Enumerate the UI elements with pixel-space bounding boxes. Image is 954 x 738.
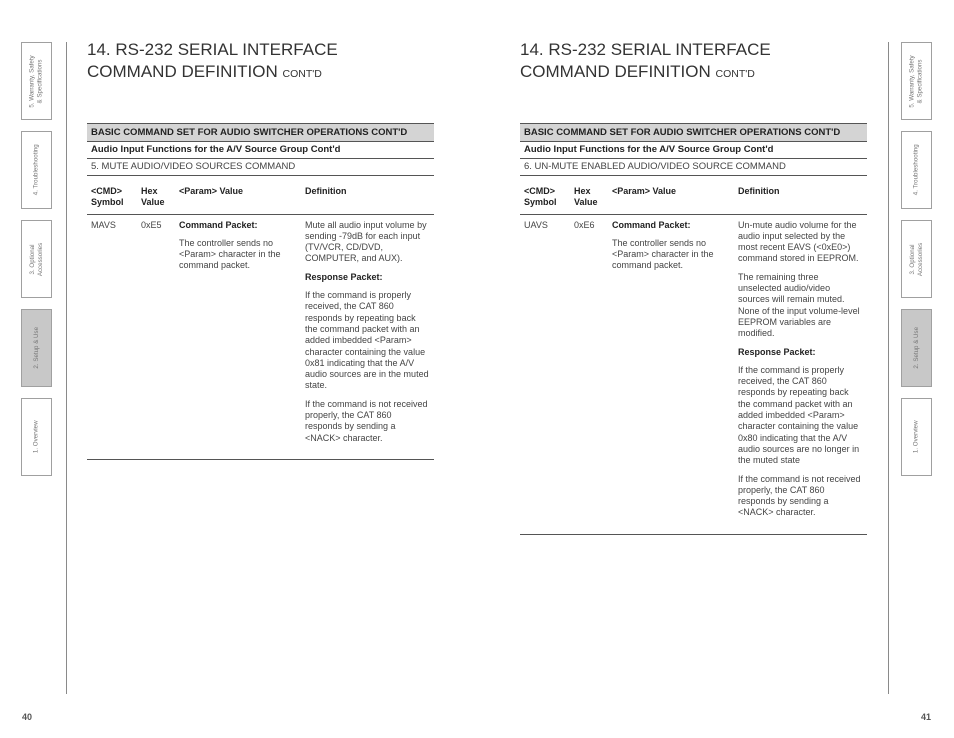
cell-symbol: MAVS [91,219,116,230]
col-definition: Definition [301,176,434,215]
tab-warranty[interactable]: 5. Warranty, Safety & Specifications [21,42,52,120]
cell-param: Command Packet: The controller sends no <Param> character in the command packet. [612,219,714,271]
tab-overview-right[interactable]: 1. Overview [901,398,932,476]
cell-param: Command Packet: The controller sends no <Param> character in the command packet. [179,219,281,271]
col-param-value: <Param> Value [175,176,301,215]
col-cmd-symbol: <CMD> Symbol [520,176,570,215]
group-header: Audio Input Functions for the A/V Source Group Cont'd [520,142,867,159]
tab-overview[interactable]: 1. Overview [21,398,52,476]
command-grid [520,176,867,535]
command-table-left [87,123,434,460]
cell-symbol: UAVS [524,219,548,230]
tab-accessories[interactable]: 3. Optional Accessories [21,220,52,298]
col-cmd-symbol: <CMD> Symbol [87,176,137,215]
col-hex-value: Hex Value [570,176,608,215]
tab-accessories-right[interactable]: 3. Optional Accessories [901,220,932,298]
left-margin-line [66,42,67,694]
table-header: BASIC COMMAND SET FOR AUDIO SWITCHER OPERATIONS CONT'D [87,123,434,142]
col-hex-value: Hex Value [137,176,175,215]
tab-setup-use-right[interactable]: 2. Setup & Use [901,309,932,387]
page-number-right: 41 [921,712,932,722]
tab-setup-use[interactable]: 2. Setup & Use [21,309,52,387]
tab-troubleshooting-right[interactable]: 4. Troubleshooting [901,131,932,209]
col-definition: Definition [734,176,867,215]
right-margin-line [888,42,889,694]
cell-hex: 0xE5 [141,219,162,230]
cell-definition: Un-mute audio volume for the audio input selected by the most recent EAVS (<0xE0>) command stored in EEPROM. The remaining three unselected audio/video sources will remain muted. None of the input volume-level EEPROM variables are modified. Response Packet: If the command is properly received, the CAT 860 responds by repeating back the command packet with an added imbedded <Param> character containing the value 0x80 indicating that the A/V audio sources are no longer in the muted state If the command is not received properly, the CAT 860 responds by sending a <NACK> character. [738,219,861,518]
table-header: BASIC COMMAND SET FOR AUDIO SWITCHER OPERATIONS CONT'D [520,123,867,142]
command-table-right [520,123,867,535]
page-title-right: 14. RS-232 SERIAL INTERFACE COMMAND DEFINITION CONT'D [520,40,771,81]
tab-troubleshooting[interactable]: 4. Troubleshooting [21,131,52,209]
page-title-left: 14. RS-232 SERIAL INTERFACE COMMAND DEFINITION CONT'D [87,40,338,81]
page-number-left: 40 [22,712,33,722]
command-name: 6. UN-MUTE ENABLED AUDIO/VIDEO SOURCE COMMAND [520,159,867,176]
command-grid [87,176,434,460]
cell-hex: 0xE6 [574,219,595,230]
command-name: 5. MUTE AUDIO/VIDEO SOURCES COMMAND [87,159,434,176]
group-header: Audio Input Functions for the A/V Source Group Cont'd [87,142,434,159]
col-param-value: <Param> Value [608,176,734,215]
tab-warranty-right[interactable]: 5. Warranty, Safety & Specifications [901,42,932,120]
cell-definition: Mute all audio input volume by sending -79dB for each input (TV/VCR, CD/DVD, COMPUTER, and AUX). Response Packet: If the command is properly received, the CAT 860 responds by repeating back the command packet with an added imbedded <Param> character containing the value 0x81 indicating that the A/V audio sources are in the muted state. If the command is not received properly, the CAT 860 responds by sending a <NACK> character. [305,219,429,443]
